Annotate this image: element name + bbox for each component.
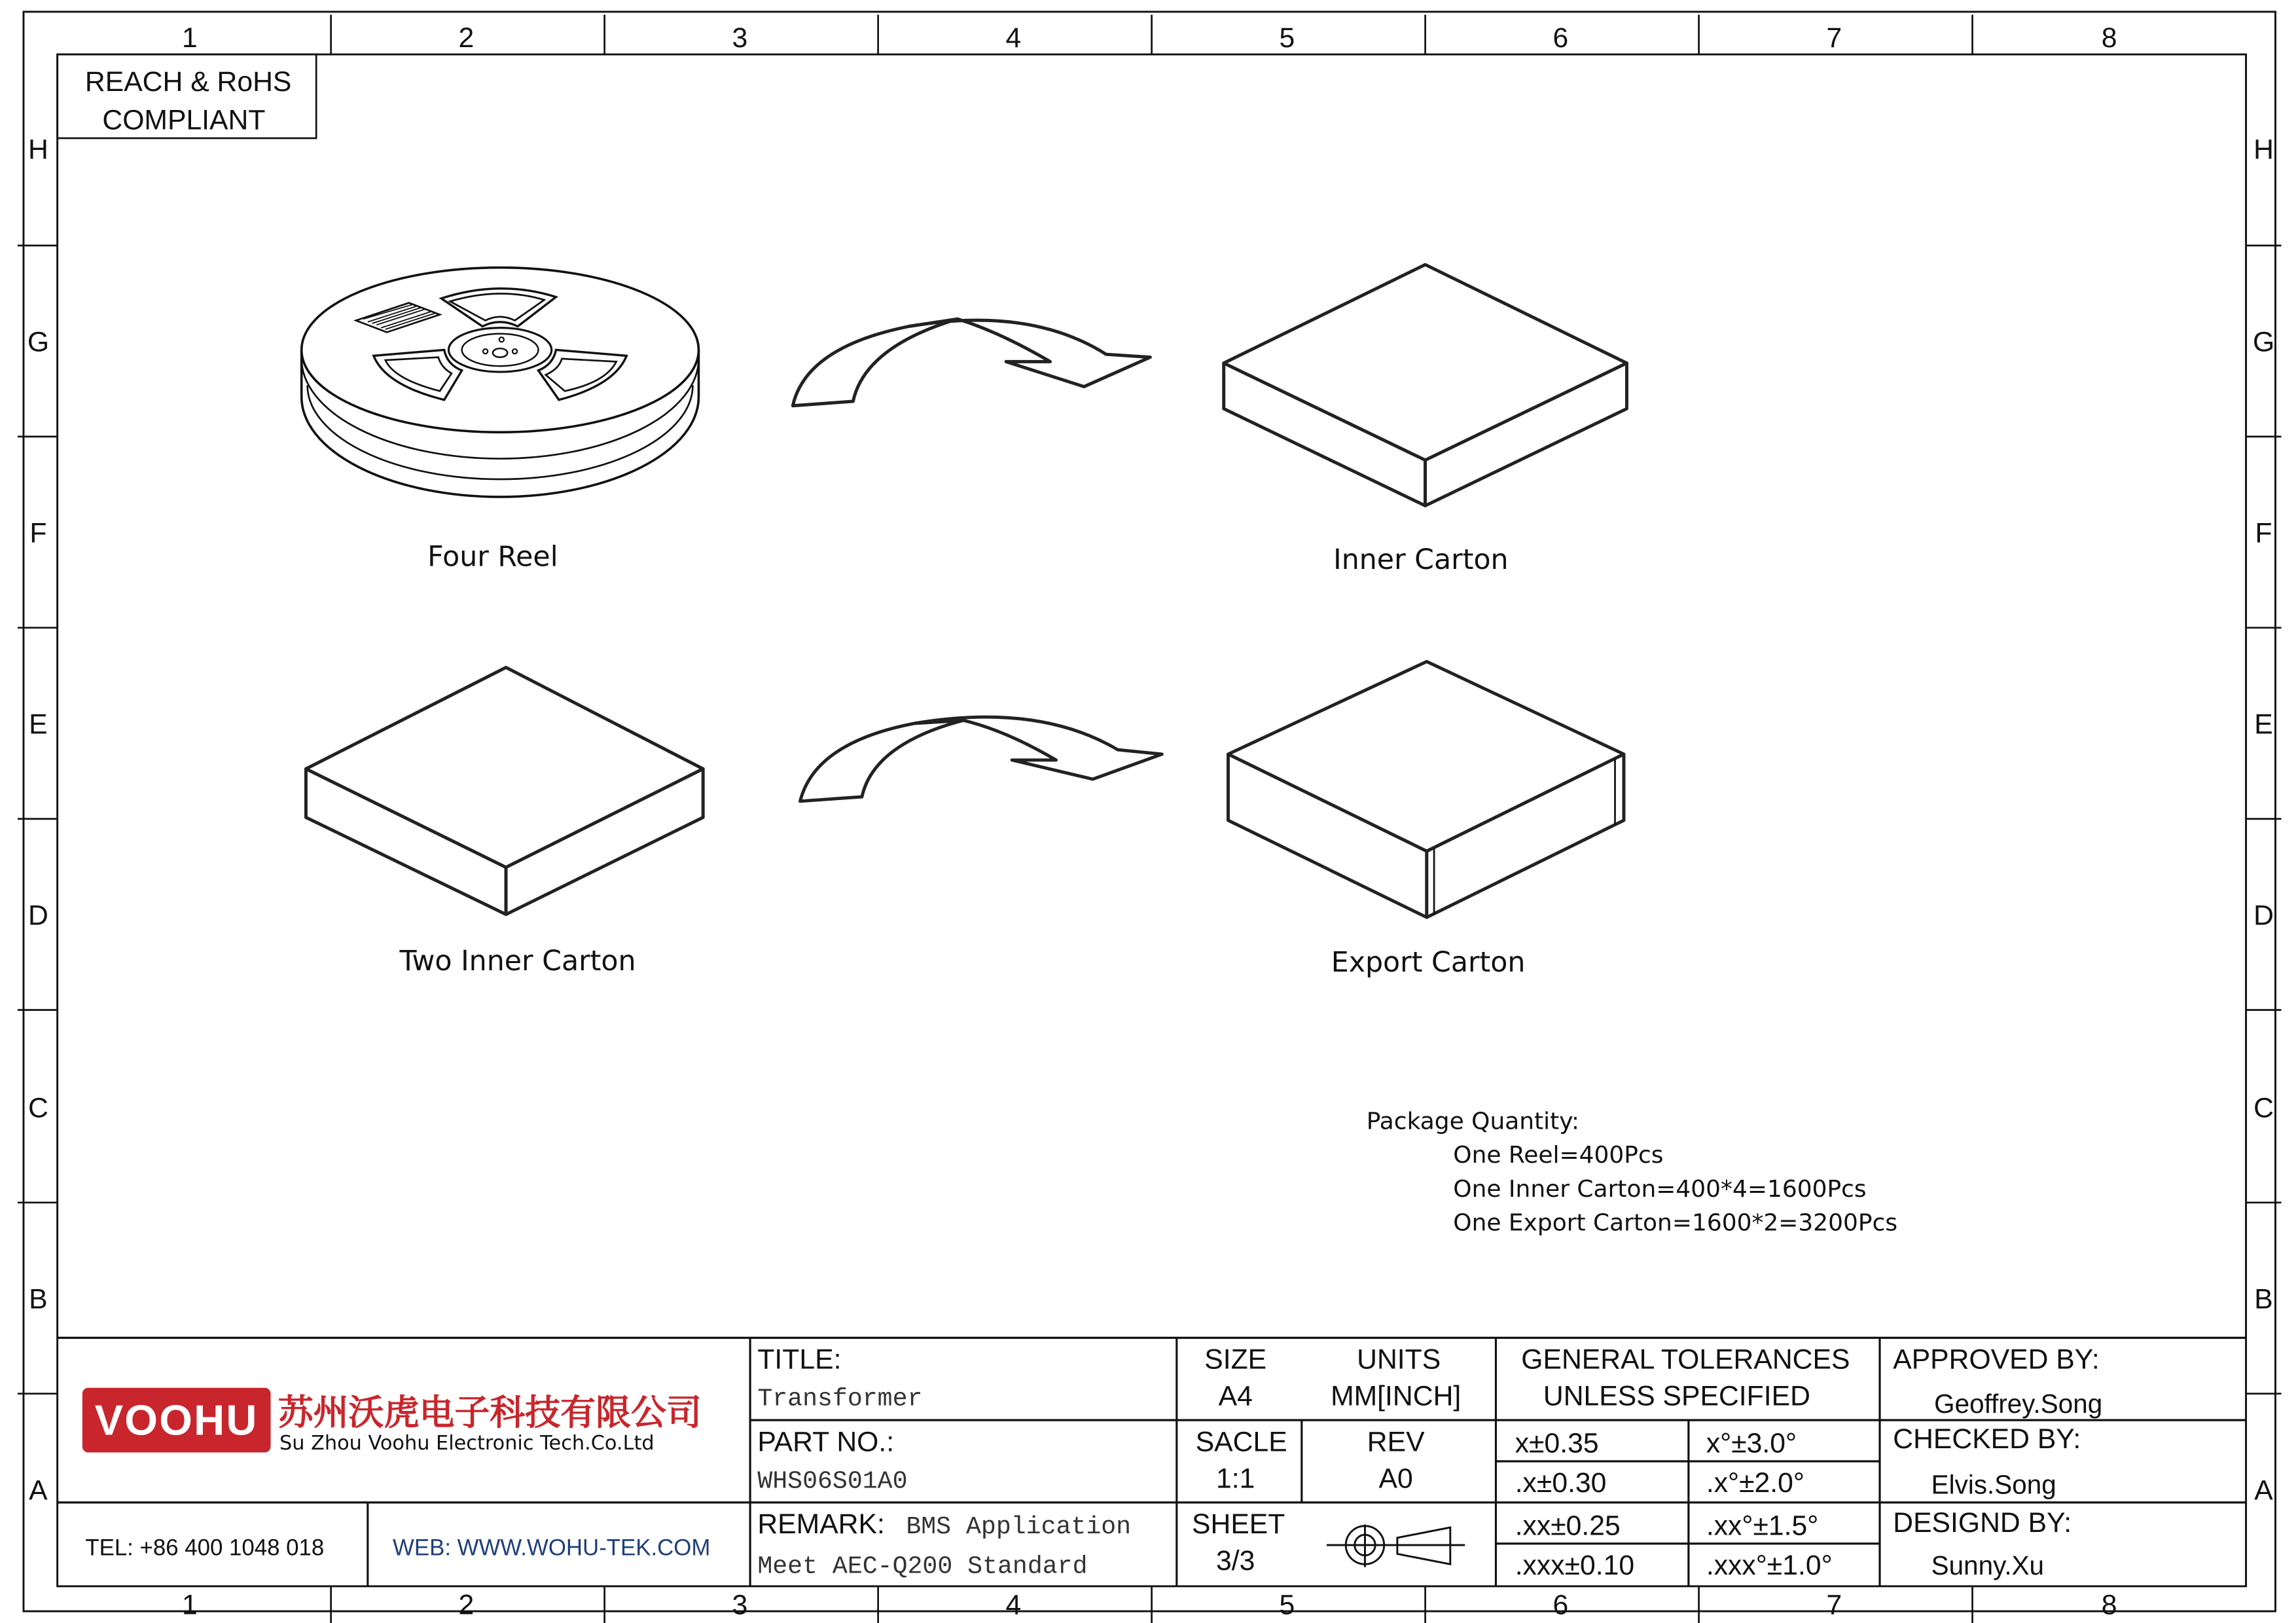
row-label: G (27, 326, 50, 358)
compliance-box (58, 54, 317, 138)
inner-carton-caption: Inner Carton (1333, 543, 1509, 576)
checked-value: Elvis.Song (1931, 1469, 2056, 1500)
row-label: H (28, 134, 48, 166)
column-label: 2 (458, 22, 475, 54)
package-line: One Reel=400Pcs (1453, 1142, 1664, 1169)
rev-value: A0 (1378, 1463, 1413, 1495)
inner-carton-illustration (1224, 264, 1627, 505)
two-inner-carton-caption: Two Inner Carton (399, 945, 636, 978)
row-label: C (28, 1092, 48, 1124)
row-label: A (29, 1474, 48, 1506)
company-logo (82, 1388, 271, 1453)
row-label: D (28, 900, 48, 932)
column-label: 6 (1552, 1589, 1569, 1621)
reel-caption: Four Reel (427, 540, 558, 574)
compliance-line-2: COMPLIANT (102, 104, 266, 136)
approved-label: APPROVED BY: (1893, 1343, 2100, 1376)
column-label: 2 (458, 1589, 475, 1621)
sheet-value: 3/3 (1216, 1545, 1255, 1577)
part-label: PART NO.: (757, 1426, 895, 1458)
column-label: 1 (182, 1589, 198, 1621)
title-block (58, 1338, 2246, 1586)
approved-value: Geoffrey.Song (1934, 1388, 2103, 1419)
logo-text: VOOHU (94, 1396, 259, 1444)
company-tel: TEL: +86 400 1048 018 (85, 1535, 325, 1561)
package-quantity-note (1367, 1108, 1897, 1237)
column-label: 3 (732, 1589, 748, 1621)
tolerance-angular: .xxx°±1.0° (1706, 1549, 1833, 1581)
column-label: 5 (1279, 1589, 1295, 1621)
company-web[interactable]: WEB: WWW.WOHU-TEK.COM (393, 1535, 711, 1561)
flow-arrow-1 (793, 319, 1150, 405)
column-label: 4 (1005, 1589, 1022, 1621)
title-value: Transformer (757, 1385, 923, 1413)
row-label: B (29, 1283, 48, 1315)
column-label: 7 (1826, 22, 1842, 54)
column-label: 3 (732, 22, 748, 54)
compliance-line-1: REACH & RoHS (84, 66, 292, 98)
size-value: A4 (1218, 1380, 1253, 1412)
tolerance-title: GENERAL TOLERANCES (1521, 1343, 1850, 1376)
reel-illustration (302, 268, 699, 497)
column-label: 7 (1826, 1589, 1842, 1621)
tolerance-linear: .x±0.30 (1515, 1467, 1607, 1499)
row-label: F (29, 517, 47, 549)
export-carton-caption: Export Carton (1331, 946, 1526, 979)
size-label: SIZE (1204, 1343, 1267, 1376)
tolerance-angular: .x°±2.0° (1706, 1467, 1804, 1499)
tolerance-subtitle: UNLESS SPECIFIED (1543, 1380, 1810, 1412)
tolerance-linear: x±0.35 (1515, 1427, 1599, 1459)
column-label: 8 (2101, 22, 2117, 54)
column-label: 1 (182, 22, 198, 54)
title-label: TITLE: (757, 1343, 842, 1376)
package-heading: Package Quantity: (1366, 1108, 1580, 1135)
tolerance-linear: .xx±0.25 (1515, 1510, 1621, 1542)
scale-value: 1:1 (1216, 1463, 1255, 1495)
projection-symbol-icon (1327, 1525, 1465, 1567)
column-label: 6 (1552, 22, 1569, 54)
designed-label: DESIGND BY: (1893, 1506, 2072, 1539)
column-label: 4 (1005, 22, 1022, 54)
tolerance-linear: .xxx±0.10 (1515, 1549, 1635, 1581)
remark-label: REMARK: (757, 1508, 885, 1541)
tolerance-angular: .xx°±1.5° (1706, 1510, 1819, 1542)
checked-label: CHECKED BY: (1893, 1423, 2081, 1455)
rev-label: REV (1367, 1426, 1425, 1458)
row-label: B (2254, 1283, 2273, 1315)
flow-arrow-2 (800, 717, 1162, 801)
row-label: D (2253, 900, 2274, 932)
remark-line-1: BMS Application (906, 1513, 1132, 1542)
row-label: E (2254, 708, 2273, 740)
tolerance-angular: x°±3.0° (1706, 1427, 1797, 1459)
row-label: F (2255, 517, 2272, 549)
column-label: 5 (1279, 22, 1295, 54)
two-inner-carton-illustration (306, 667, 703, 914)
part-value: WHS06S01A0 (757, 1467, 908, 1496)
scale-label: SACLE (1195, 1426, 1287, 1458)
company-name-cn: 苏州沃虎电子科技有限公司 (278, 1391, 702, 1433)
export-carton-illustration (1228, 661, 1624, 917)
row-label: H (2253, 134, 2274, 166)
reel-label-pattern (356, 303, 440, 333)
column-label: 8 (2101, 1589, 2117, 1621)
units-label: UNITS (1357, 1343, 1441, 1376)
remark-line-2: Meet AEC-Q200 Standard (757, 1552, 1088, 1581)
company-name-en: Su Zhou Voohu Electronic Tech.Co.Ltd (279, 1432, 655, 1455)
row-label: A (2254, 1474, 2273, 1506)
package-line: One Export Carton=1600*2=3200Pcs (1453, 1209, 1898, 1237)
sheet-label: SHEET (1192, 1508, 1285, 1541)
designed-value: Sunny.Xu (1931, 1550, 2045, 1580)
units-value: MM[INCH] (1331, 1380, 1462, 1412)
row-label: C (2253, 1092, 2274, 1124)
row-label: E (29, 708, 48, 740)
package-line: One Inner Carton=400*4=1600Pcs (1453, 1175, 1867, 1203)
row-label: G (2252, 326, 2275, 358)
